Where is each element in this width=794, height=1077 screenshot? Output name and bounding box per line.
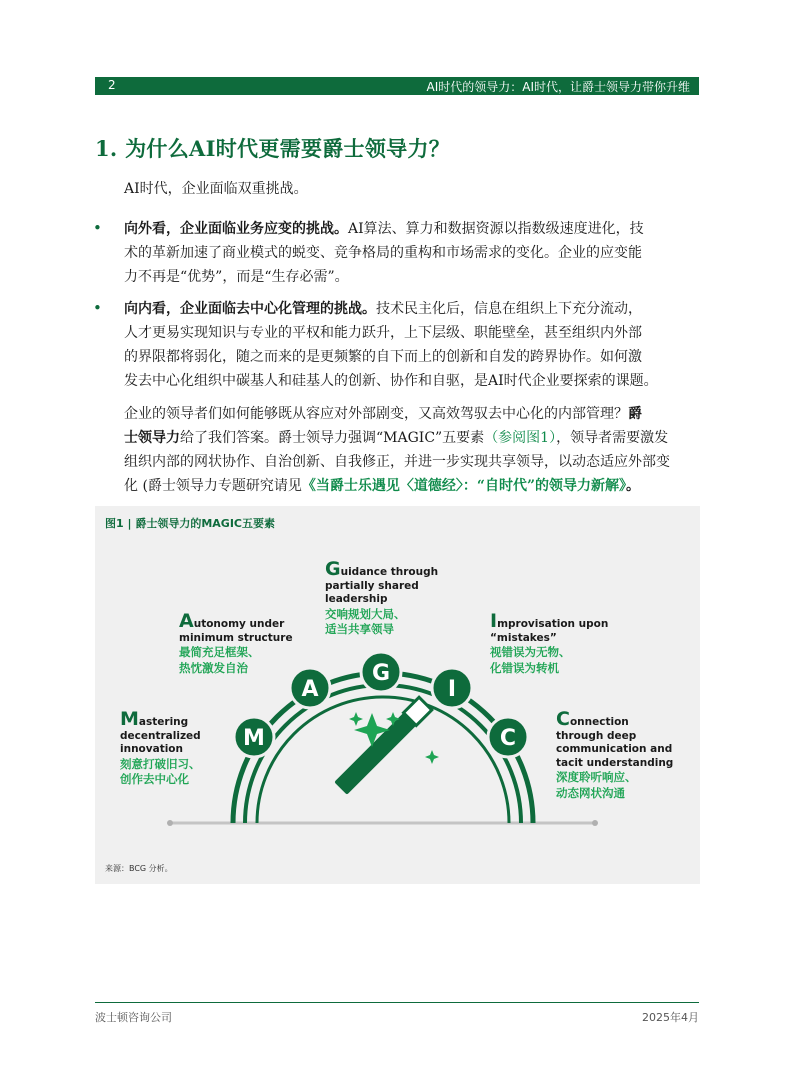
header-title: AI时代的领导力：AI时代，让爵士领导力带你升维	[426, 80, 690, 94]
bullet-dot: •	[93, 299, 102, 317]
letter-c: C	[499, 726, 517, 751]
label-mastering: Mastering decentralized innovation 刻意打破旧习、 创作去中心化	[120, 708, 201, 786]
magic-figure	[95, 506, 700, 884]
bullet-inward: 向内看，企业面临去中心化管理的挑战。技术民主化后，信息在组织上下充分流动， 人才更易实现知识与专业的平权和能力跃升，上下层级、职能壁垒，甚至组织内外部 的界限都将弱化，随之而来的是更频繁的自下而上的创新和自发的跨界协作。如何激 发去中心化组织中碳基人和硅基人的创新、协作和自驱，是AI时代企业要探索的课题。	[124, 301, 658, 389]
section-title: 1. 为什么AI时代更需要爵士领导力？	[95, 136, 451, 161]
footer-divider	[95, 1002, 699, 1003]
label-guidance: Guidance through partially shared leadership 交响规划大局、 适当共享领导	[325, 558, 439, 636]
letter-i: I	[447, 677, 457, 702]
bullet-dot: •	[93, 219, 102, 237]
label-autonomy: Autonomy under minimum structure 最简充足框架、 热忱激发自治	[179, 610, 293, 675]
baseline-end	[167, 820, 173, 826]
bullet-bold: 向外看，企业面临业务应变的挑战。	[124, 221, 348, 237]
magic-wand-icon	[334, 697, 432, 795]
footer-date: 2025年4月	[642, 1011, 699, 1024]
figure-source: 来源：BCG 分析。	[105, 864, 173, 873]
intro-paragraph: AI时代，企业面临双重挑战。	[124, 181, 308, 197]
closing-paragraph: 企业的领导者们如何能够既从容应对外部剧变，又高效驾驭去中心化的内部管理？爵 士领导力给了我们答案。爵士领导力强调“MAGIC”五要素（参阅图1），领导者需要激发 组织内部的网状协作、自治创新、自我修正，并进一步实现共享领导，以动态适应外部变 化 (爵士领导力专题研究请见《当爵士乐遇见〈道德经〉：“自时代”的领导力新解》。	[124, 406, 670, 494]
figure-title: 图1 | 爵士领导力的MAGIC五要素	[105, 517, 275, 530]
letter-g: G	[371, 661, 391, 686]
baseline-end	[592, 820, 598, 826]
study-link[interactable]: 《当爵士乐遇见〈道德经〉：“自时代”的领导力新解》	[301, 478, 627, 494]
footer-company: 波士顿咨询公司	[95, 1011, 172, 1024]
letter-a: A	[301, 677, 319, 702]
header-bar	[95, 77, 699, 95]
label-improvisation: Improvisation upon “mistakes” 视错误为无物、 化错误为转机	[490, 610, 609, 675]
page-number: 2	[108, 78, 116, 92]
letter-m: M	[243, 726, 265, 751]
bullet-outward: 向外看，企业面临业务应变的挑战。AI算法、算力和数据资源以指数级速度进化，技 术的革新加速了商业模式的蜕变、竞争格局的重构和市场需求的变化。企业的应变能 力不再是“优势”，而是“生存必需”。	[124, 221, 644, 285]
bullet-bold: 向内看，企业面临去中心化管理的挑战。	[124, 301, 376, 317]
label-connection: Connection through deep communication and tacit understanding 深度聆听响应、 动态网状沟通	[556, 708, 674, 800]
figure-ref-link[interactable]: （参阅图1）	[484, 430, 557, 446]
